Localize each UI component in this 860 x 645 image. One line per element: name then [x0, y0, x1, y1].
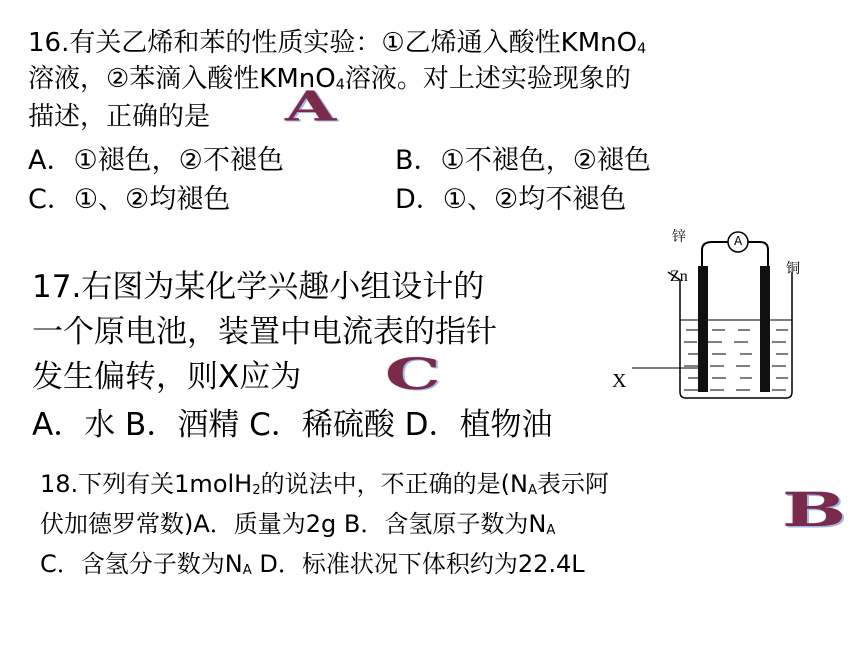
q17-line2: 一个原电池，装置中电流表的指针: [32, 314, 497, 350]
q17-line3: 发生偏转，则X应为: [32, 359, 302, 395]
zinc-label: 锌: [672, 229, 686, 245]
q17-answer-mark: C: [385, 348, 442, 400]
q16-option-d: D．①、②均不褪色: [395, 184, 627, 215]
q16-answer-mark: A: [285, 82, 338, 131]
zinc-electrode: [698, 266, 708, 392]
ammeter-label: A: [734, 234, 743, 248]
q18-line2: 伏加德罗常数)A．质量为2g B．含氢原子数为$N_A$: [40, 510, 556, 538]
q18-line1: 18.下列有关1molH$_2$的说法中，不正确的是($N_A$表示阿: [40, 470, 609, 498]
q16-line1: 16.有关乙烯和苯的性质实验：①乙烯通入酸性KMnO$_4$: [28, 28, 647, 58]
galvanic-cell-diagram: [600, 220, 835, 405]
q16-option-b: B．①不褪色，②褪色: [395, 145, 651, 176]
q16-option-c: C．①、②均褪色: [28, 184, 231, 215]
copper-electrode: [760, 266, 770, 392]
q17-options: A．水 B．酒精 C．稀硫酸 D．植物油: [32, 407, 553, 443]
zn-label: Zn: [670, 268, 688, 285]
q17-line1: 17.右图为某化学兴趣小组设计的: [32, 269, 485, 305]
q16-option-a: A．①褪色，②不褪色: [28, 145, 284, 176]
q18-line3: C．含氢分子数为$N_A$ D．标准状况下体积约为22.4L: [40, 550, 585, 578]
x-label: X: [612, 370, 627, 392]
q16-line2: 溶液，②苯滴入酸性KMnO$_4$溶液。对上述实验现象的: [28, 64, 631, 94]
q16-line3: 描述，正确的是: [28, 102, 211, 132]
copper-label: 铜: [786, 261, 800, 277]
galvanic-cell-drawing: [600, 220, 835, 405]
beaker-icon: [668, 272, 792, 398]
q18-answer-mark: B: [782, 482, 848, 538]
